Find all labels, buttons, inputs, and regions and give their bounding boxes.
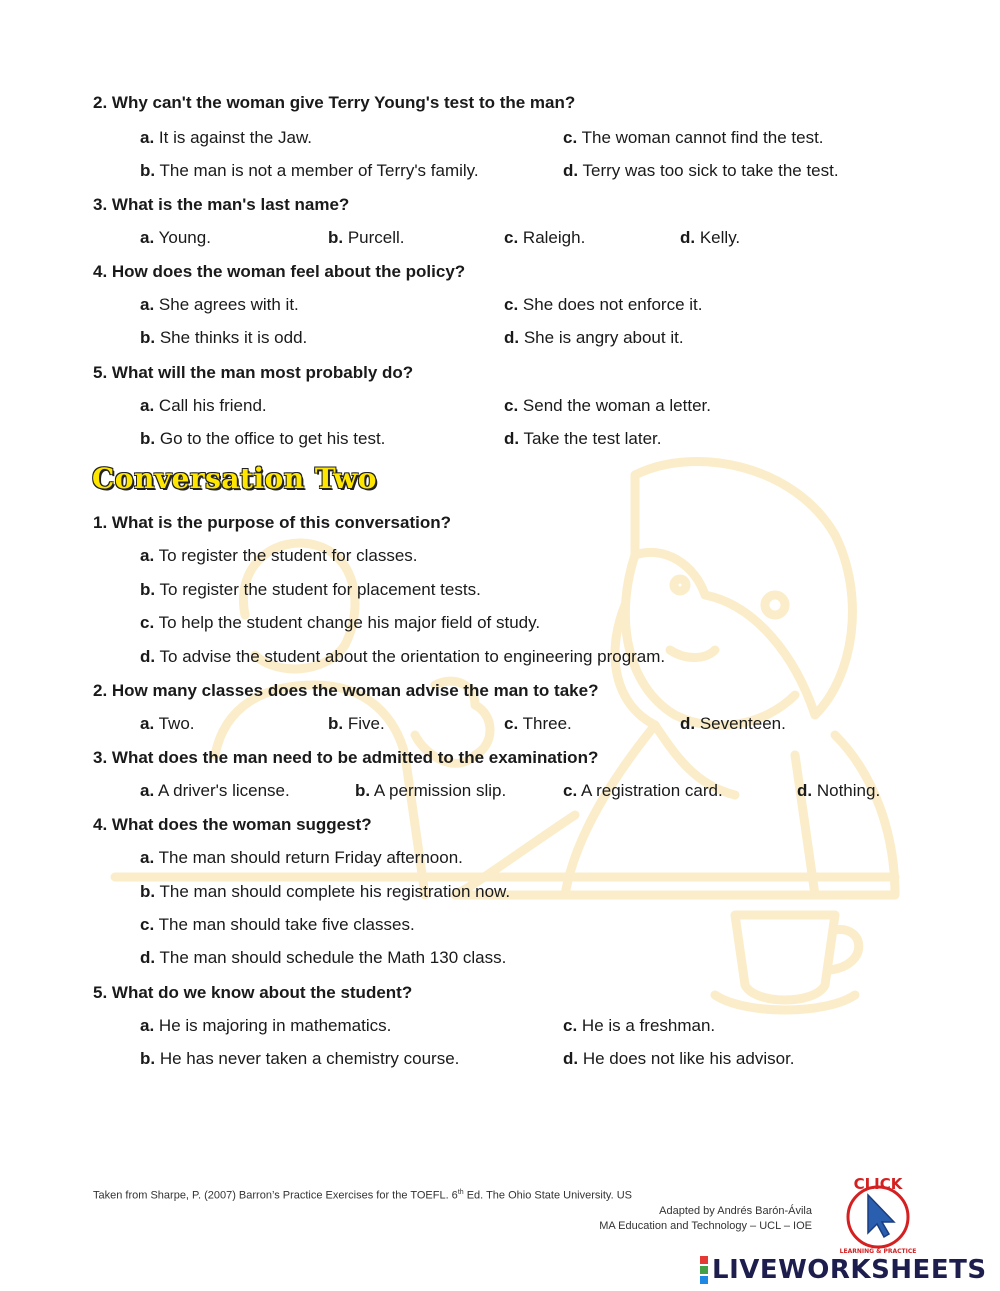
answer-option[interactable]: b. Go to the office to get his test. xyxy=(140,429,386,448)
answer-option[interactable]: d. He does not like his advisor. xyxy=(563,1049,795,1068)
question-prompt: 3. What is the man's last name? xyxy=(93,195,350,214)
question-prompt: 1. What is the purpose of this conversation? xyxy=(93,513,451,532)
question-prompt: 4. How does the woman feel about the policy? xyxy=(93,262,466,281)
answer-option[interactable]: c. Send the woman a letter. xyxy=(504,396,711,415)
answer-option[interactable]: d. To advise the student about the orientation to engineering program. xyxy=(140,647,666,666)
liveworksheets-logo[interactable] xyxy=(700,1255,987,1285)
answer-option[interactable]: b. A permission slip. xyxy=(355,781,507,800)
question-prompt: 2. How many classes does the woman advise the man to take? xyxy=(93,681,599,700)
question-prompt: 2. Why can't the woman give Terry Young's test to the man? xyxy=(93,93,576,112)
answer-option[interactable]: d. Seventeen. xyxy=(680,714,786,733)
answer-option[interactable]: c. The woman cannot find the test. xyxy=(563,128,824,147)
answer-option[interactable]: b. Five. xyxy=(328,714,385,733)
illustration-mouth xyxy=(670,650,715,658)
answer-option[interactable]: c. He is a freshman. xyxy=(563,1016,716,1035)
answer-option[interactable]: d. Nothing. xyxy=(797,781,881,800)
liveworksheets-blocks-icon xyxy=(700,1255,708,1285)
answer-option[interactable]: c. A registration card. xyxy=(563,781,723,800)
answer-option[interactable]: a. It is against the Jaw. xyxy=(140,128,313,147)
click-logo-subtext: LEARNING & PRACTICE xyxy=(839,1248,917,1255)
answer-option[interactable]: a. He is majoring in mathematics. xyxy=(140,1016,392,1035)
answer-option[interactable]: b. The man should complete his registration now. xyxy=(140,882,511,901)
click-logo xyxy=(838,1175,918,1255)
question-prompt: 3. What does the man need to be admitted to the examination? xyxy=(93,748,599,767)
answer-option[interactable]: c. Three. xyxy=(504,714,572,733)
answer-option[interactable]: c. She does not enforce it. xyxy=(504,295,703,314)
section-title: Conversation Two xyxy=(92,462,377,495)
illustration-earring xyxy=(765,595,785,615)
answer-option[interactable]: b. He has never taken a chemistry course. xyxy=(140,1049,460,1068)
question-prompt: 4. What does the woman suggest? xyxy=(93,815,372,834)
answer-option[interactable]: b. To register the student for placement tests. xyxy=(140,580,481,599)
answer-option[interactable]: d. She is angry about it. xyxy=(504,328,684,347)
question-prompt: 5. What will the man most probably do? xyxy=(93,363,414,382)
adapted-by: Adapted by Andrés Barón-Ávila xyxy=(659,1205,812,1217)
illustration-eye xyxy=(674,579,686,591)
illustration-body xyxy=(565,725,895,895)
answer-option[interactable]: d. Terry was too sick to take the test. xyxy=(563,161,839,180)
answer-option[interactable]: d. The man should schedule the Math 130 class. xyxy=(140,948,507,967)
answer-option[interactable]: c. The man should take five classes. xyxy=(140,915,415,934)
answer-option[interactable]: a. To register the student for classes. xyxy=(140,546,418,565)
illustration-hand xyxy=(615,605,735,795)
answer-option[interactable]: a. Call his friend. xyxy=(140,396,267,415)
answer-option[interactable]: d. Kelly. xyxy=(680,228,741,247)
cursor-arrow-icon xyxy=(868,1195,894,1237)
liveworksheets-wordmark: LIVEWORKSHEETS xyxy=(712,1255,987,1285)
illustration-hair xyxy=(635,462,852,716)
answer-option[interactable]: a. A driver's license. xyxy=(140,781,290,800)
illustration-cup xyxy=(735,915,835,1000)
answer-option[interactable]: c. Raleigh. xyxy=(504,228,586,247)
answer-option[interactable]: b. Purcell. xyxy=(328,228,405,247)
answer-option[interactable]: b. She thinks it is odd. xyxy=(140,328,308,347)
click-logo-text: CLICK xyxy=(853,1175,903,1193)
answer-option[interactable]: c. To help the student change his major field of study. xyxy=(140,613,541,632)
program-info: MA Education and Technology – UCL – IOE xyxy=(599,1220,812,1232)
answer-option[interactable]: a. Young. xyxy=(140,228,211,247)
answer-option[interactable]: a. Two. xyxy=(140,714,195,733)
answer-option[interactable]: b. The man is not a member of Terry's family. xyxy=(140,161,479,180)
question-prompt: 5. What do we know about the student? xyxy=(93,983,413,1002)
answer-option[interactable]: a. She agrees with it. xyxy=(140,295,299,314)
answer-option[interactable]: a. The man should return Friday afternoon. xyxy=(140,848,463,867)
answer-option[interactable]: d. Take the test later. xyxy=(504,429,662,448)
source-citation: Taken from Sharpe, P. (2007) Barron’s Practice Exercises for the TOEFL. 6th Ed. The Ohio State University. US xyxy=(93,1189,632,1202)
